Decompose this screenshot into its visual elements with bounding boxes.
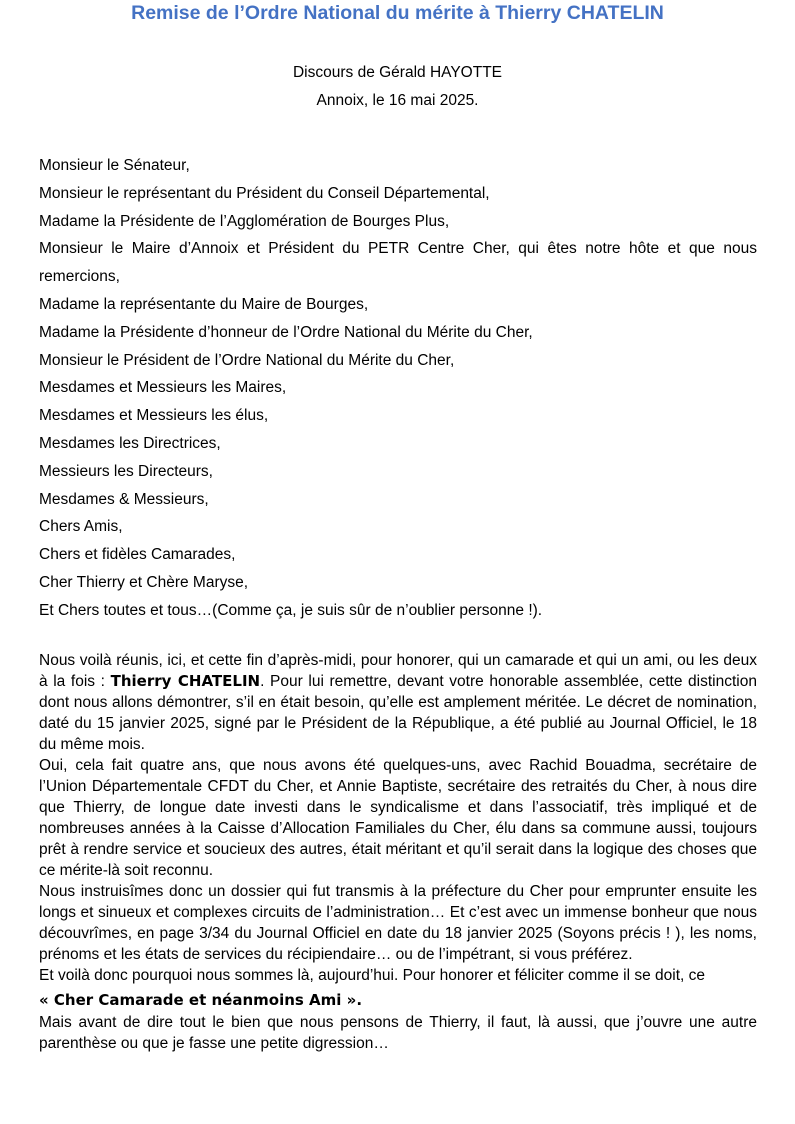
salutation-line: Mesdames et Messieurs les Maires,: [39, 379, 287, 397]
paragraph-digression: Mais avant de dire tout le bien que nous pensons de Thierry, il faut, là aussi, que j’ouvre une autre parenthèse ou que je fasse une petite digression…: [39, 1014, 757, 1052]
paragraph-intro-end: . Pour lui remettre, devant votre honorable assemblée, cette distinction dont nous allons démontrer, s’il en était besoin, qu’elle est amplement méritée. Le décret de nomination, daté du 15 janvier 2025, signé par le Président de la République, a été publié au Journal Officiel, le 18 du même mois.: [39, 673, 757, 753]
salutation-line: Monsieur le Maire d’Annoix et Président du PETR Centre Cher, qui êtes notre hôte et que nous remercions,: [39, 240, 757, 286]
salutation-line: Messieurs les Directeurs,: [39, 462, 213, 480]
speech-body: [39, 650, 757, 1054]
salutation-line: Et Chers toutes et tous…(Comme ça, je suis sûr de n’oublier personne !).: [39, 601, 543, 619]
salutation-line: Cher Thierry et Chère Maryse,: [39, 573, 249, 591]
paragraph-reason: [39, 965, 757, 1011]
paragraph-reason-text: Et voilà donc pourquoi nous sommes là, aujourd’hui. Pour honorer et féliciter comme il se doit, ce: [39, 967, 705, 984]
salutation-line: Madame la Présidente de l’Agglomération de Bourges Plus,: [39, 212, 450, 230]
salutation-line: Mesdames & Messieurs,: [39, 490, 209, 508]
salutation-line: Mesdames les Directrices,: [39, 434, 221, 452]
paragraph-intro: [39, 650, 757, 755]
salutation-line: Chers Amis,: [39, 518, 123, 536]
paragraph-history: Oui, cela fait quatre ans, que nous avons été quelques-uns, avec Rachid Bouadma, secrétaire de l’Union Départementale CFDT du Cher, et Annie Baptiste, secrétaire des retraités du Cher, à nous dire que Thierry, de longue date investi dans le syndicalisme et dans l’associatif, très impliqué et de nombreuses années à la Caisse d’Allocation Familiales du Cher, élu dans sa commune aussi, toujours prêt à rendre service et soucieux des autres, était méritant et qu’il serait dans la logique des choses que ce mérite-là soit reconnu.: [39, 757, 757, 879]
salutations-list: [39, 152, 757, 625]
salutation-line: Monsieur le Président de l’Ordre National du Mérite du Cher,: [39, 351, 455, 369]
paragraph-intro-start: Nous voilà réunis, ici, et cette fin d’après-midi, pour honorer, qui un camarade et qui un ami, ou les deux à la fois :: [39, 652, 757, 690]
salutation-line: Mesdames et Messieurs les élus,: [39, 407, 269, 425]
salutation-line: Madame la représentante du Maire de Bourges,: [39, 295, 369, 313]
document-title: Remise de l’Ordre National du mérite à Thierry CHATELIN: [131, 2, 664, 24]
paragraph-dossier: Nous instruisîmes donc un dossier qui fut transmis à la préfecture du Cher pour emprunter ensuite les longs et sinueux et complexes circuits de l’administration… Et c’est avec un immense bonheur que nous découvrîmes, en page 3/34 du Journal Officiel en date du 18 janvier 2025 (Soyons précis ! ), les noms, prénoms et les états de services du récipiendaire… ou de l’impétrant, si vous préférez.: [39, 883, 757, 963]
salutation-line: Madame la Présidente d’honneur de l’Ordre National du Mérite du Cher,: [39, 323, 533, 341]
honoree-quote: « Cher Camarade et néanmoins Ami ».: [39, 991, 363, 1009]
salutation-line: Monsieur le Sénateur,: [39, 157, 190, 174]
speech-author: Discours de Gérald HAYOTTE: [292, 64, 503, 81]
place-date: Annoix, le 16 mai 2025.: [316, 92, 479, 109]
salutation-line: Chers et fidèles Camarades,: [39, 546, 236, 564]
honoree-name: Thierry CHATELIN: [110, 672, 261, 690]
salutation-line: Monsieur le représentant du Président du Conseil Départemental,: [39, 184, 490, 202]
